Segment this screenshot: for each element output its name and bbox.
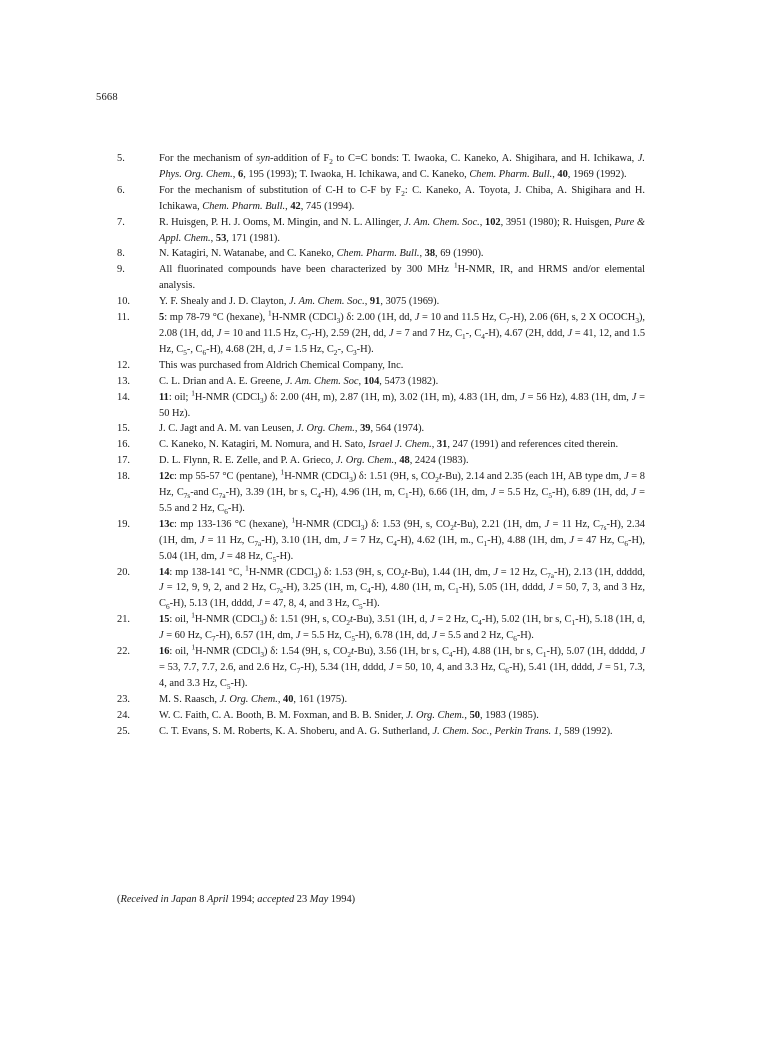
reference-number: 22. — [117, 646, 130, 658]
reference-number: 15. — [117, 423, 130, 435]
reference-text: C. Kaneko, N. Katagiri, M. Nomura, and H. Sato, Israel J. Chem., 31, 247 (1991) and references cited therein. — [159, 439, 619, 451]
reference-item — [117, 183, 645, 215]
reference-text: 12c: mp 55-57 °C (pentane), $^1$H-NMR (CDCl$_3$) δ: 1.51 (9H, s, $CO_2t-Bu$), 2.14 and 2.35 (each 1H, AB type dm, J = 8 Hz, $C_{7s}$-and $C_{7a}-H$), 3.39 (1H, br s, $C_4-H$), 4.96 (1H, m, $C_1-H$), 6.66 (1H, dm, J = 5.5 Hz, $C_5-H$), 6.89 (1H, dd, J = 5.5 and 2 Hz, $C_6-H$). — [159, 468, 645, 517]
reference-item — [117, 151, 645, 183]
reference-text: All fluorinated compounds have been characterized by 300 MHz $^1$H-NMR, IR, and HRMS and/or elemental analysis. — [159, 261, 645, 292]
reference-text: D. L. Flynn, R. E. Zelle, and P. A. Grieco, J. Org. Chem., 48, 2424 (1983). — [159, 455, 469, 467]
reference-text: C. T. Evans, S. M. Roberts, K. A. Shoberu, and A. G. Sutherland, J. Chem. Soc., Perkin Trans. 1, 589 (1992). — [159, 725, 613, 737]
reference-number: 17. — [117, 455, 130, 467]
reference-number: 6. — [117, 184, 125, 196]
reference-item — [117, 390, 645, 422]
reference-number: 13. — [117, 375, 130, 387]
reference-text: C. L. Drian and A. E. Greene, J. Am. Chem. Soc, 104, 5473 (1982). — [159, 375, 439, 387]
reference-item — [117, 421, 645, 437]
reference-text: 5: mp 78-79 °C (hexane), $^1$H-NMR (CDCl$_3$) δ: 2.00 (1H, dd, J = 10 and 11.5 Hz, $C_7-H$), 2.06 (6H, s, 2 X $OCOCH_3$), 2.08 (1H, dd, J = 10 and 11.5 Hz, $C_7-H$), 2.59 (2H, dd, J = 7 and 7 Hz, $C_1-$, $C_4-H$), 4.67 (2H, ddd, J = 41, 12, and 1.5 Hz, $C_5-$, $C_6-H$), 4.68 (2H, d, J = 1.5 Hz, $C_2-$, $C_3-H$). — [159, 309, 646, 357]
reference-text: W. C. Faith, C. A. Booth, B. M. Foxman, and B. B. Snider, J. Org. Chem., 50, 1983 (1985). — [159, 709, 539, 721]
reference-number: 5. — [117, 153, 125, 164]
reference-text: 15: oil, $^1$H-NMR (CDCl$_3$) δ: 1.51 (9H, s, $CO_2t-Bu$), 3.51 (1H, d, J = 2 Hz, $C_4-H$), 5.02 (1H, br s, $C_1-H$), 5.18 (1H, d, J = 60 Hz, $C_7-H$), 6.57 (1H, dm, J = 5.5 Hz, $C_5-H$), 6.78 (1H, dd, J = 5.5 and 2 Hz, $C_6-H$). — [159, 611, 645, 644]
reference-number: 25. — [117, 725, 130, 737]
reference-item — [117, 294, 645, 310]
reference-item — [117, 517, 645, 565]
reference-item — [117, 469, 645, 517]
reference-item — [117, 453, 645, 469]
reference-number: 20. — [117, 566, 130, 578]
reference-text: M. S. Raasch, J. Org. Chem., 40, 161 (1975). — [159, 693, 348, 705]
reference-item — [117, 565, 645, 613]
reference-text: For the mechanism of substitution of C-H to C-F by $F_2$: C. Kaneko, A. Toyota, J. Chiba, A. Shigihara and H. Ichikawa, Chem. Pharm. Bull., 42, 745 (1994). — [159, 184, 645, 212]
reference-item — [117, 358, 645, 374]
reference-item — [117, 692, 645, 708]
reference-number: 24. — [117, 709, 130, 721]
reference-number: 9. — [117, 264, 125, 276]
reference-number: 23. — [117, 693, 130, 705]
reference-text: J. C. Jagt and A. M. van Leusen, J. Org. Chem., 39, 564 (1974). — [159, 423, 425, 435]
reference-number: 8. — [117, 248, 125, 260]
reference-number: 14. — [117, 391, 130, 403]
reference-item — [117, 310, 645, 358]
reference-text: 11: oil; $^1$H-NMR (CDCl$_3$) δ: 2.00 (4H, m), 2.87 (1H, m), 3.02 (1H, m), 4.83 (1H, dm, J = 56 Hz), 4.83 (1H, dm, J = 50 Hz). — [159, 389, 645, 419]
reference-number: 7. — [117, 216, 125, 228]
reference-text: For the mechanism of syn-addition of $F_2$ to C=C bonds: T. Iwaoka, C. Kaneko, A. Shigihara, and H. Ichikawa, J. Phys. Org. Chem., 6, 195 (1993); T. Iwaoka, H. Ichikawa, and C. Kaneko, Chem. Pharm. Bull., 40, 1969 (1992). — [159, 153, 645, 180]
reference-item — [117, 246, 645, 262]
page-number: 5668 — [96, 92, 118, 103]
reference-item — [117, 612, 645, 644]
reference-item — [117, 437, 645, 453]
reference-item — [117, 644, 645, 692]
reference-item — [117, 724, 645, 740]
reference-number: 11. — [117, 312, 130, 324]
reference-text: This was purchased from Aldrich Chemical Company, Inc. — [159, 359, 404, 371]
reference-text: 14: mp 138-141 °C, $^1$H-NMR (CDCl$_3$) δ: 1.53 (9H, s, $CO_2t-Bu$), 1.44 (1H, dm, J = 12 Hz, $C_{7a}-H$), 2.13 (1H, ddddd, J = 12, 9, 9, 2, and 2 Hz, $C_{7s}-H$), 3.25 (1H, m, $C_4-H$), 4.80 (1H, m, $C_1-H$), 5.05 (1H, dddd, J = 50, 7, 3, and 3 Hz, $C_6-H$), 5.13 (1H, dddd, J = 47, 8, 4, and 3 Hz, $C_5-H$). — [159, 564, 646, 612]
reference-number: 19. — [117, 518, 130, 530]
reference-text: 16: oil, $^1$H-NMR (CDCl$_3$) δ: 1.54 (9H, s, $CO_2t-Bu$), 3.56 (1H, br s, $C_4-H$), 4.88 (1H, br s, $C_1-H$), 5.07 (1H, ddddd, J = 53, 7.7, 7.7, 2.6, and 2.6 Hz, $C_7-H$), 5.34 (1H, dddd, J = 50, 10, 4, and 3.3 Hz, $C_6-H$), 5.41 (1H, dddd, J = 51, 7.3, 4, and 3.3 Hz, $C_5-H$). — [159, 643, 645, 691]
reference-text: N. Katagiri, N. Watanabe, and C. Kaneko, Chem. Pharm. Bull., 38, 69 (1990). — [159, 248, 484, 260]
reference-text: R. Huisgen, P. H. J. Ooms, M. Mingin, and N. L. Allinger, J. Am. Chem. Soc., 102, 3951 (1980); R. Huisgen, Pure & Appl. Chem., 53, 171 (1981). — [159, 216, 645, 244]
reference-item — [117, 262, 645, 294]
reference-text: Y. F. Shealy and J. D. Clayton, J. Am. Chem. Soc., 91, 3075 (1969). — [159, 296, 440, 308]
reference-number: 10. — [117, 296, 130, 308]
reference-number: 16. — [117, 439, 130, 451]
reference-item — [117, 374, 645, 390]
reference-number: 18. — [117, 471, 130, 483]
reference-number: 12. — [117, 359, 130, 371]
reference-item — [117, 215, 645, 247]
received-note: (Received in Japan 8 April 1994; accepted 23 May 1994) — [117, 894, 356, 905]
reference-number: 21. — [117, 614, 130, 626]
reference-list — [117, 151, 645, 740]
reference-item — [117, 708, 645, 724]
reference-text: 13c: mp 133-136 °C (hexane), $^1$H-NMR (CDCl$_3$) δ: 1.53 (9H, s, $CO_2t-Bu$), 2.21 (1H, dm, J = 11 Hz, $C_{7s}-H$), 2.34 (1H, dm, J = 11 Hz, $C_{7a}-H$), 3.10 (1H, dm, J = 7 Hz, $C_4-H$), 4.62 (1H, m., $C_1-H$), 4.88 (1H, dm, J = 47 Hz, $C_6-H$), 5.04 (1H, dm, J = 48 Hz, $C_5-H$). — [159, 516, 646, 564]
